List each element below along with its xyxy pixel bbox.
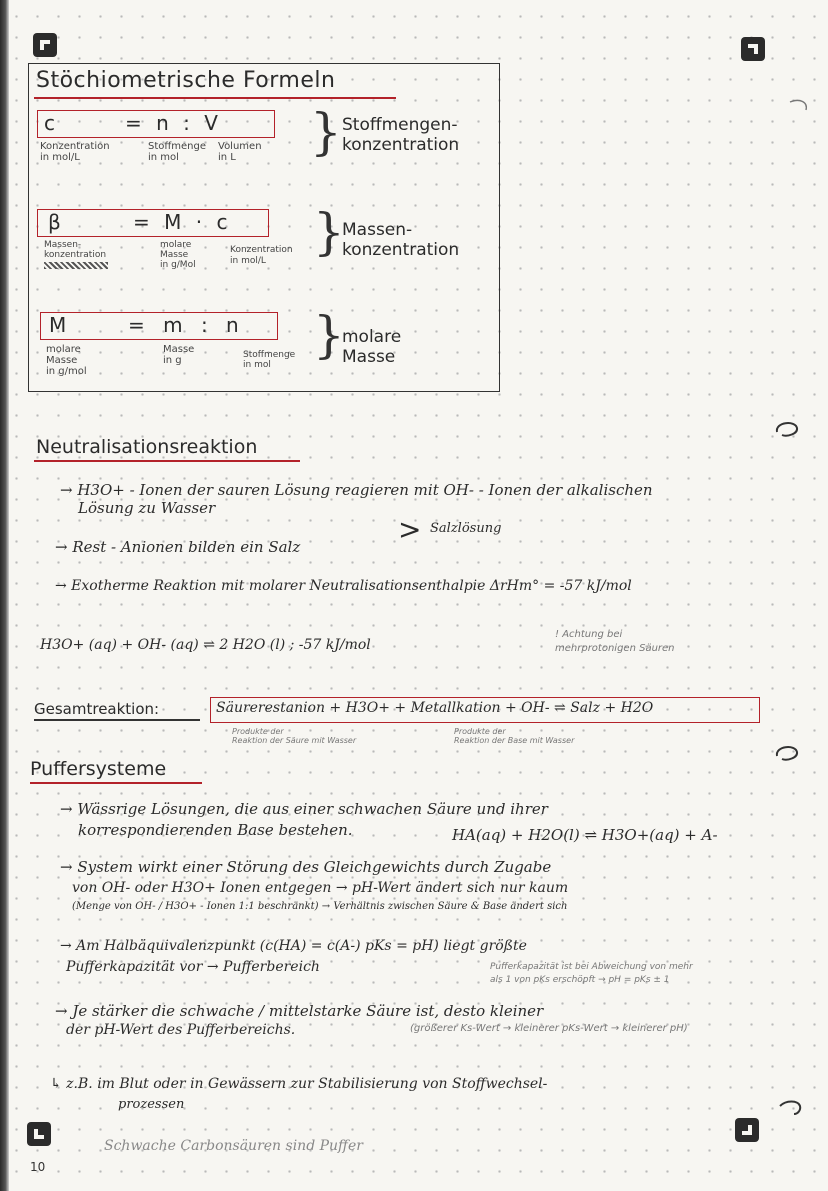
puffer-underline (30, 782, 202, 784)
label-konzentration: Konzentration in mol/L (40, 141, 110, 163)
brace-label-1: Stoffmengen- konzentration (342, 115, 460, 155)
neutral-equation: H3O+ (aq) + OH- (aq) ⇌ 2 H2O (l) ; -57 kJ/mol (40, 637, 371, 653)
formula-m-right: = m : n (128, 313, 245, 337)
notebook-spine (0, 0, 9, 1191)
label-konzentration-2: Konzentration in mol/L (230, 245, 293, 266)
puffer-p5a: ↳ z.B. im Blut oder in Gewässern zur Stabilisierung von Stoffwechsel- (50, 1076, 548, 1092)
brace-label-3: molare Masse (342, 327, 402, 367)
neutral-line3: → Exotherme Reaktion mit molarer Neutralisationsenthalpie ΔrHm° = -57 kJ/mol (55, 578, 632, 594)
puffer-p1a: → Wässrige Lösungen, die aus einer schwachen Säure und ihrer (60, 800, 548, 818)
ring-icon (786, 96, 814, 118)
puffer-p6: Schwache Carbonsäuren sind Puffer (104, 1138, 363, 1154)
label-stoffmenge-2: Stoffmenge in mol (243, 350, 296, 370)
gesamt-label: Gesamtreaktion: (34, 700, 160, 718)
puffer-p4a: → Je stärker die schwache / mittelstarke Säure ist, desto kleiner (55, 1002, 544, 1020)
puffer-p4b: der pH-Wert des Pufferbereichs. (66, 1022, 296, 1038)
formula-c-right: = n : V (125, 111, 222, 135)
puffer-p3-note: Pufferkapazität ist bei Abweichung von mehr als 1 von pKs erschöpft → pH = pKs ± 1 (490, 962, 693, 985)
label-stoffmenge: Stoffmenge in mol (148, 141, 207, 163)
formula-beta-right: = M · c (133, 210, 232, 234)
ring-icon (773, 418, 801, 440)
merge-bracket: > (398, 513, 422, 546)
neutral-note: ! Achtung bei mehrprotonigen Säuren (555, 629, 675, 654)
neutral-heading: Neutralisationsreaktion (36, 436, 258, 458)
corner-br-icon (735, 1118, 759, 1142)
corner-bl-icon (27, 1122, 51, 1146)
scribble-mark (44, 262, 108, 269)
puffer-p3b: Pufferkapazität vor → Pufferbereich (66, 959, 320, 975)
label-molare-masse: molare Masse in g/Mol (160, 240, 196, 270)
gesamt-underline (34, 719, 200, 721)
gesamt-equation: Säurerestanion + H3O+ + Metallkation + OH- ⇌ Salz + H2O (216, 700, 654, 716)
puffer-p4-note: (größerer Ks-Wert → kleinerer pKs-Wert → kleinerer pH) (410, 1023, 688, 1034)
puffer-p3a: → Am Halbäquivalenzpunkt (c(HA) = c(A-) pKs = pH) liegt größte (60, 938, 527, 954)
formula-m-left: M (49, 313, 67, 337)
puffer-p1-equation: HA(aq) + H2O(l) ⇌ H3O+(aq) + A- (452, 826, 718, 844)
formula-c-left: c (44, 111, 55, 135)
neutral-salzloesung: Salzlösung (430, 521, 502, 536)
neutral-line2: → Rest - Anionen bilden ein Salz (55, 538, 301, 556)
ring-icon (773, 742, 801, 764)
puffer-p1b: korrespondierenden Base bestehen. (78, 821, 353, 839)
page-number: 10 (30, 1160, 46, 1174)
formula-beta-left: β (48, 210, 61, 234)
neutral-line1b: Lösung zu Wasser (78, 499, 216, 517)
brace-3: } (313, 306, 345, 364)
puffer-p2b: von OH- oder H3O+ Ionen entgegen → pH-Wert ändert sich nur kaum (72, 880, 569, 896)
puffer-p5b: prozessen (118, 1097, 185, 1112)
corner-tl-icon (33, 33, 57, 57)
brace-2: } (313, 203, 345, 261)
label-massenkonzentration: Massen- konzentration (44, 240, 107, 260)
label-masse: Masse in g (163, 344, 195, 366)
corner-tr-icon (741, 37, 765, 61)
neutral-line1a: → H3O+ - Ionen der sauren Lösung reagieren mit OH- - Ionen der alkalischen (60, 481, 653, 499)
label-molare-masse-2: molare Masse in g/mol (46, 344, 87, 377)
puffer-p2c: (Menge von OH- / H3O+ - Ionen 1:1 beschränkt) → Verhältnis zwischen Säure & Base ändert sich (72, 901, 568, 912)
ring-icon (776, 1096, 804, 1118)
brace-1: } (310, 103, 342, 161)
neutral-underline (34, 460, 300, 462)
puffer-heading: Puffersysteme (30, 758, 167, 780)
title-underline (34, 97, 396, 99)
brace-label-2: Massen- konzentration (342, 220, 460, 260)
stoich-title: Stöchiometrische Formeln (36, 68, 336, 93)
label-volumen: Volumen in L (218, 141, 262, 163)
gesamt-note1: Produkte der Reaktion der Säure mit Wasser (232, 727, 357, 745)
gesamt-note2: Produkte der Reaktion der Base mit Wasser (454, 727, 575, 745)
puffer-p2a: → System wirkt einer Störung des Gleichgewichts durch Zugabe (60, 858, 552, 876)
